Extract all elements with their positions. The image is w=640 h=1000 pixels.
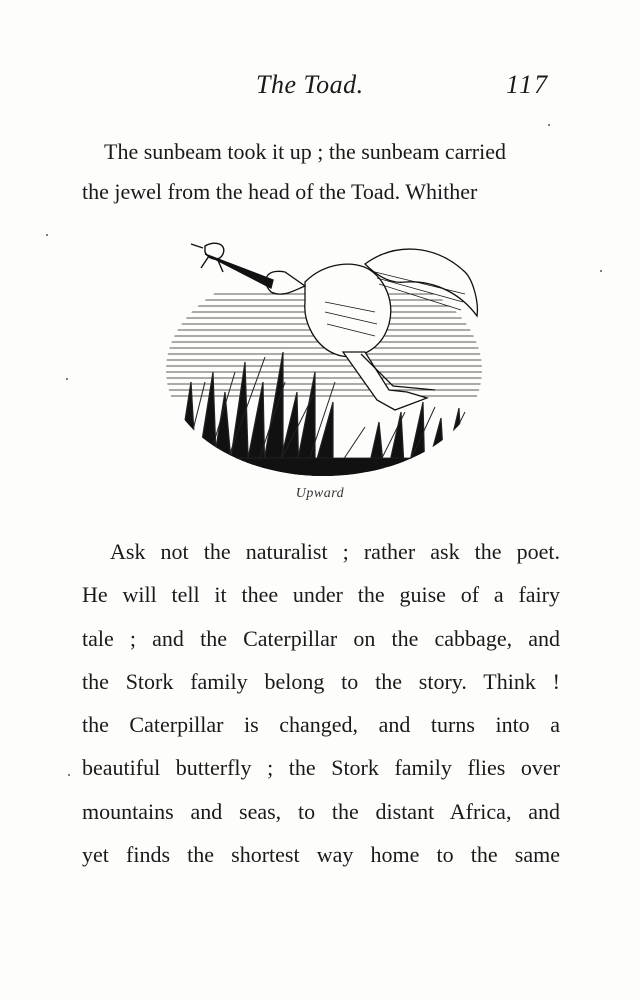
text-line: mountains and seas, to the distant Africa, and: [82, 798, 560, 824]
paragraph-2: [82, 530, 560, 876]
paragraph-1: [82, 132, 560, 212]
stork-flying-with-toad-icon: [165, 232, 483, 484]
print-speck: [46, 234, 48, 236]
running-title: The Toad.: [256, 70, 364, 99]
text-line: tale ; and the Caterpillar on the cabbage, and: [82, 625, 560, 651]
print-speck: [66, 378, 68, 380]
text-line: The sunbeam took it up ; the sunbeam carried: [104, 139, 506, 164]
illustration-caption: Upward: [295, 486, 345, 501]
running-head: [0, 70, 640, 110]
text-line: He will tell it thee under the guise of a fairy: [82, 582, 560, 608]
print-speck: [68, 774, 70, 776]
text-line: Ask not the naturalist ; rather ask the poet.: [110, 539, 560, 564]
print-speck: [548, 124, 550, 126]
text-line: the Caterpillar is changed, and turns into a: [82, 712, 560, 738]
text-line: yet finds the shortest way home to the same: [82, 842, 560, 868]
print-speck: [600, 270, 602, 272]
text-line: the jewel from the head of the Toad. Whither: [82, 179, 478, 204]
page-number: 117: [506, 70, 550, 99]
text-line: the Stork family belong to the story. Think !: [82, 668, 560, 694]
text-line: beautiful butterfly ; the Stork family flies over: [82, 755, 560, 781]
